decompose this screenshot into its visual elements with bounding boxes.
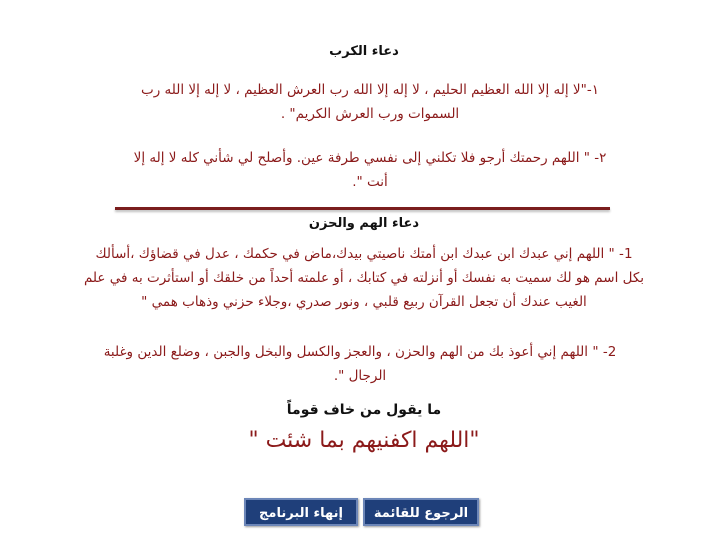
section1-item2-line1: ٢- " اللهم رحمتك أرجو فلا تكلني إلى نفسي طرفة عين. وأصلح لي شأني كله لا إله إلا [133,150,607,166]
section2-item2-line2: الرجال ". [333,368,387,384]
section3-dua: "اللهم اكفنيهم بما شئت " [248,428,480,453]
section1-item1 [60,78,680,126]
section2-item1-line3: الغيب عندك أن تجعل القرآن ربيع قلبي ، ونور صدري ،وجلاء حزني وذهاب همي " [141,294,587,310]
section2-item1-line1: 1- " اللهم إني عبدك ابن عبدك ابن أمتك ناصيتي بيدك،ماض في حكمك ، عدل في قضاؤك ،أسألك [95,246,633,262]
section2-item1-line2: بكل اسم هو لك سميت به نفسك أو أنزلته في كتابك ، أو علمته أحداً من خلقك أو استأثرت به في علم [83,270,645,286]
exit-program-button[interactable]: إنهاء البرنامج [244,498,358,526]
section2-item2 [30,340,690,388]
section1-item1-line1: ١-"لا إله إلا الله العظيم الحليم ، لا إله إلا الله رب العرش العظيم ، لا إله إلا الله رب [141,82,599,98]
divider-rule [115,207,610,210]
section1-item2-line2: أنت ". [352,174,388,190]
section1-item2 [60,146,680,194]
back-to-menu-button[interactable]: الرجوع للقائمة [363,498,479,526]
section2-item1 [0,242,728,314]
section2-title: دعاء الهم والحزن [308,216,420,231]
section3-title: ما يقول من خاف قوماً [286,402,442,418]
section2-item2-line1: 2- " اللهم إني أعوذ بك من الهم والحزن ، والعجز والكسل والبخل والجبن ، وضلع الدين وغلبة [103,344,617,360]
section1-item1-line2: السموات ورب العرش الكريم" . [280,106,460,122]
section1-title: دعاء الكرب [329,44,399,59]
